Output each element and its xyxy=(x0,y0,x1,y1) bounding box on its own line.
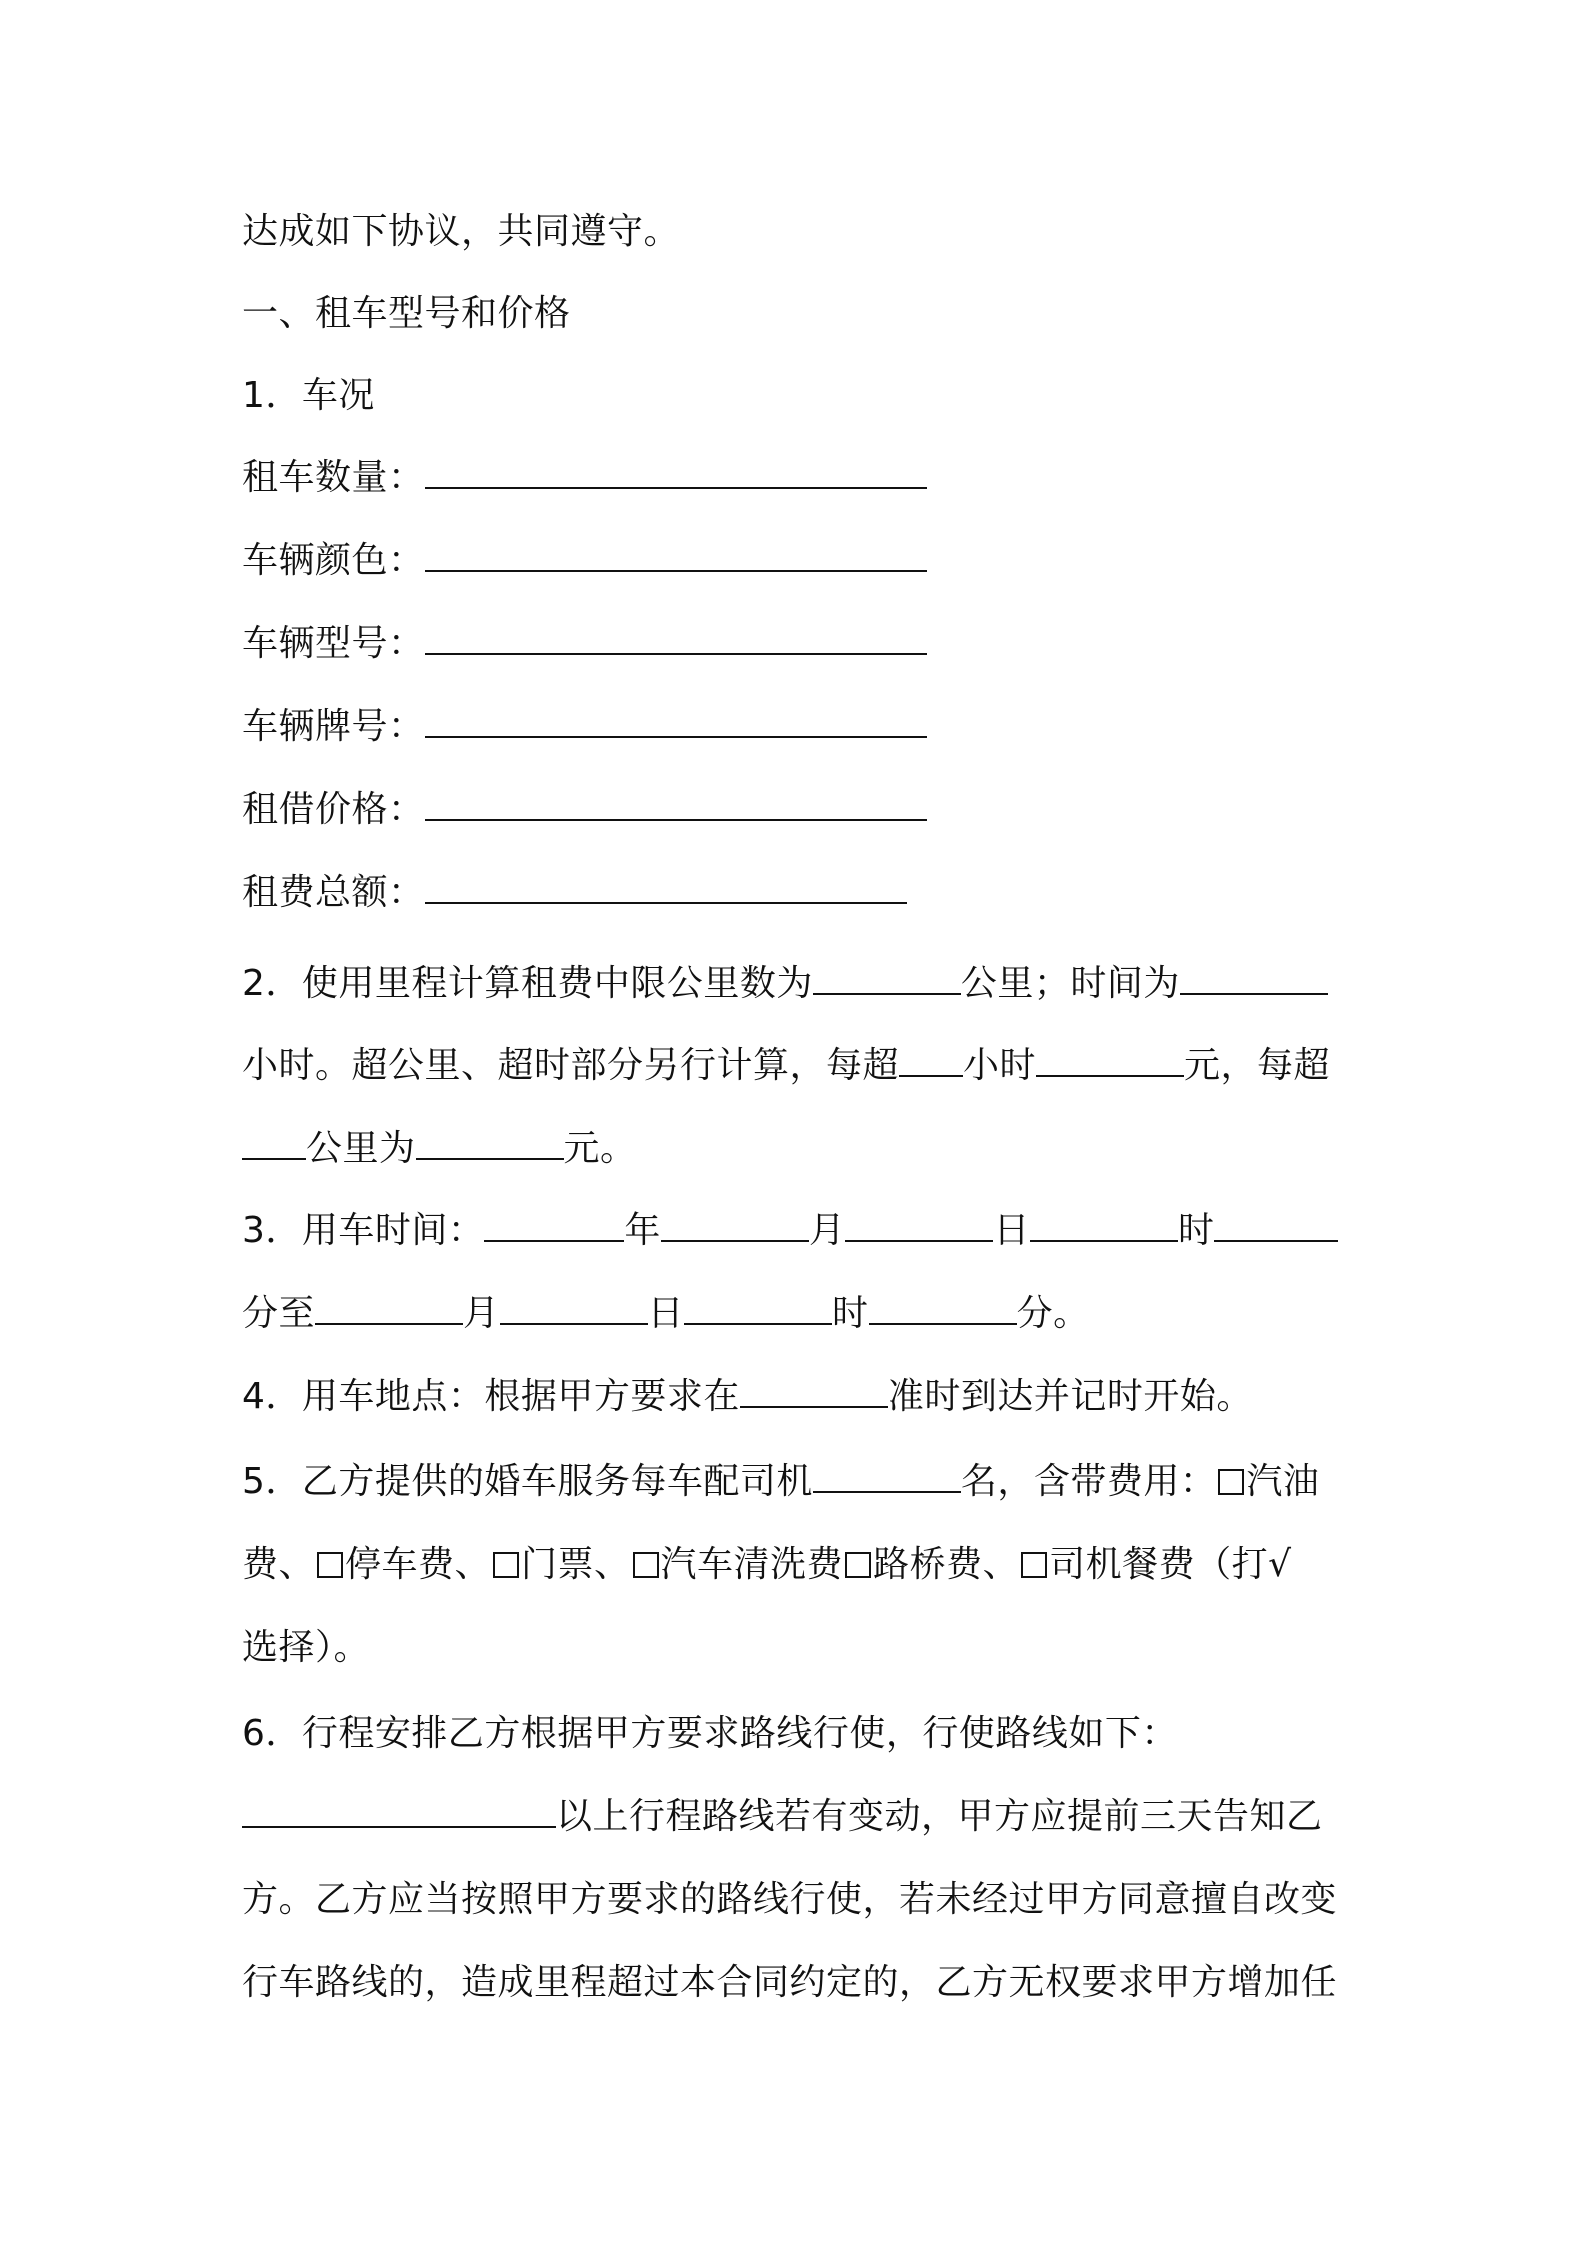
item2-line1 xyxy=(242,960,1362,1008)
item5-line1 xyxy=(242,1458,1362,1506)
item6-text-c: 方。乙方应当按照甲方要求的路线行使，若未经过甲方同意擅自改变 xyxy=(242,1879,1338,1920)
item5-opt-gas: 汽油 xyxy=(1246,1461,1320,1502)
checkbox-toll[interactable] xyxy=(845,1552,871,1578)
item6-blank-route[interactable] xyxy=(242,1794,556,1828)
field-blank-price[interactable] xyxy=(425,787,927,821)
field-label-color: 车辆颜色： xyxy=(242,540,425,581)
item5-text-c: 费、 xyxy=(242,1544,316,1585)
item2-blank-km-price[interactable] xyxy=(416,1126,564,1160)
item6-line4 xyxy=(242,1959,1362,2007)
section1-heading xyxy=(242,290,1362,338)
field-row-color xyxy=(242,537,1362,585)
item6-line1 xyxy=(242,1710,1362,1758)
item5-line2 xyxy=(242,1541,1362,1589)
field-row-model xyxy=(242,620,1362,668)
item3-text-b: 分至 xyxy=(242,1293,316,1334)
field-label-plate: 车辆牌号： xyxy=(242,706,425,747)
item3-line2 xyxy=(242,1290,1362,1338)
item4-text-b: 准时到达并记时开始。 xyxy=(887,1376,1253,1417)
item2-line2 xyxy=(242,1042,1362,1090)
item2-blank-km[interactable] xyxy=(813,961,961,995)
item6-line2 xyxy=(242,1793,1362,1841)
item2-text-f: 公里为 xyxy=(306,1128,416,1169)
field-row-total xyxy=(242,869,1362,917)
checkbox-meals[interactable] xyxy=(1021,1552,1047,1578)
item1-heading xyxy=(242,372,1362,420)
item3-line1 xyxy=(242,1207,1362,1255)
item3-blank-end-hour[interactable] xyxy=(684,1291,832,1325)
item5-opt-wash: 汽车清洗费 xyxy=(660,1544,844,1585)
checkbox-parking[interactable] xyxy=(317,1552,343,1578)
field-label-quantity: 租车数量： xyxy=(242,457,425,498)
item4-blank-location[interactable] xyxy=(740,1374,888,1408)
item6-text-a: 6．行程安排乙方根据甲方要求路线行使，行使路线如下： xyxy=(242,1713,1178,1754)
checkbox-wash[interactable] xyxy=(633,1552,659,1578)
item3-unit-end-hour: 时 xyxy=(832,1293,869,1334)
field-blank-quantity[interactable] xyxy=(425,455,927,489)
item2-blank-hours[interactable] xyxy=(1180,961,1328,995)
item3-blank-end-day[interactable] xyxy=(500,1291,648,1325)
item6-text-d: 行车路线的，造成里程超过本合同约定的，乙方无权要求甲方增加任 xyxy=(242,1962,1338,2003)
item3-unit-month: 月 xyxy=(808,1210,846,1251)
item2-blank-hour-price[interactable] xyxy=(1036,1043,1184,1077)
field-blank-plate[interactable] xyxy=(425,704,927,738)
item5-text-d: 选择）。 xyxy=(242,1627,371,1668)
item3-unit-end-day: 日 xyxy=(647,1293,685,1334)
item2-text-e: 元，每超 xyxy=(1184,1045,1331,1086)
item5-line3 xyxy=(242,1624,1362,1672)
field-blank-model[interactable] xyxy=(425,621,927,655)
item3-text-a: 3．用车时间： xyxy=(242,1210,485,1251)
item3-blank-minute[interactable] xyxy=(1214,1208,1338,1242)
item6-line3 xyxy=(242,1876,1362,1924)
intro-line xyxy=(242,208,1362,256)
item3-text-end: 分。 xyxy=(1016,1293,1090,1334)
item3-unit-hour: 时 xyxy=(1177,1210,1215,1251)
item2-text-b: 公里；时间为 xyxy=(960,963,1180,1004)
item4-text-a: 4．用车地点：根据甲方要求在 xyxy=(242,1376,740,1417)
item6-text-b: 以上行程路线若有变动，甲方应提前三天告知乙 xyxy=(556,1796,1323,1837)
item2-text-a: 2．使用里程计算租费中限公里数为 xyxy=(242,963,813,1004)
item5-opt-toll: 路桥费、 xyxy=(873,1544,1020,1585)
item3-blank-end-month[interactable] xyxy=(315,1291,463,1325)
item3-blank-end-minute[interactable] xyxy=(869,1291,1017,1325)
field-label-total: 租费总额： xyxy=(242,872,425,913)
item2-text-d: 小时 xyxy=(963,1045,1037,1086)
item3-blank-month[interactable] xyxy=(661,1208,809,1242)
section1-heading-text: 一、租车型号和价格 xyxy=(242,293,571,334)
item5-opt-parking: 停车费、 xyxy=(345,1544,492,1585)
field-blank-total[interactable] xyxy=(425,870,907,904)
item3-blank-hour[interactable] xyxy=(1030,1208,1178,1242)
item2-blank-over-hour[interactable] xyxy=(899,1043,963,1077)
item3-blank-year[interactable] xyxy=(484,1208,624,1242)
item2-blank-over-km[interactable] xyxy=(242,1126,306,1160)
item3-unit-end-month: 月 xyxy=(463,1293,500,1334)
item2-text-g: 元。 xyxy=(563,1128,637,1169)
item5-blank-drivers[interactable] xyxy=(813,1459,961,1493)
item2-text-c: 小时。超公里、超时部分另行计算，每超 xyxy=(242,1045,900,1086)
field-row-price xyxy=(242,786,1362,834)
item3-blank-day[interactable] xyxy=(845,1208,993,1242)
field-label-model: 车辆型号： xyxy=(242,623,425,664)
item5-opt-tickets: 门票、 xyxy=(521,1544,631,1585)
item5-text-a: 5．乙方提供的婚车服务每车配司机 xyxy=(242,1461,813,1502)
item3-unit-year: 年 xyxy=(624,1210,661,1251)
field-blank-color[interactable] xyxy=(425,538,927,572)
item5-opt-meals: 司机餐费（打√ xyxy=(1049,1544,1292,1585)
field-row-quantity xyxy=(242,454,1362,502)
item1-heading-text: 1．车况 xyxy=(242,375,375,416)
checkbox-gas[interactable] xyxy=(1218,1469,1244,1495)
field-label-price: 租借价格： xyxy=(242,789,425,830)
item5-text-b: 名，含带费用： xyxy=(960,1461,1217,1502)
item3-unit-day: 日 xyxy=(993,1210,1030,1251)
item4-line xyxy=(242,1373,1362,1421)
item2-line3 xyxy=(242,1125,1362,1173)
field-row-plate xyxy=(242,703,1362,751)
checkbox-tickets[interactable] xyxy=(493,1552,519,1578)
intro-text: 达成如下协议，共同遵守。 xyxy=(242,211,681,252)
